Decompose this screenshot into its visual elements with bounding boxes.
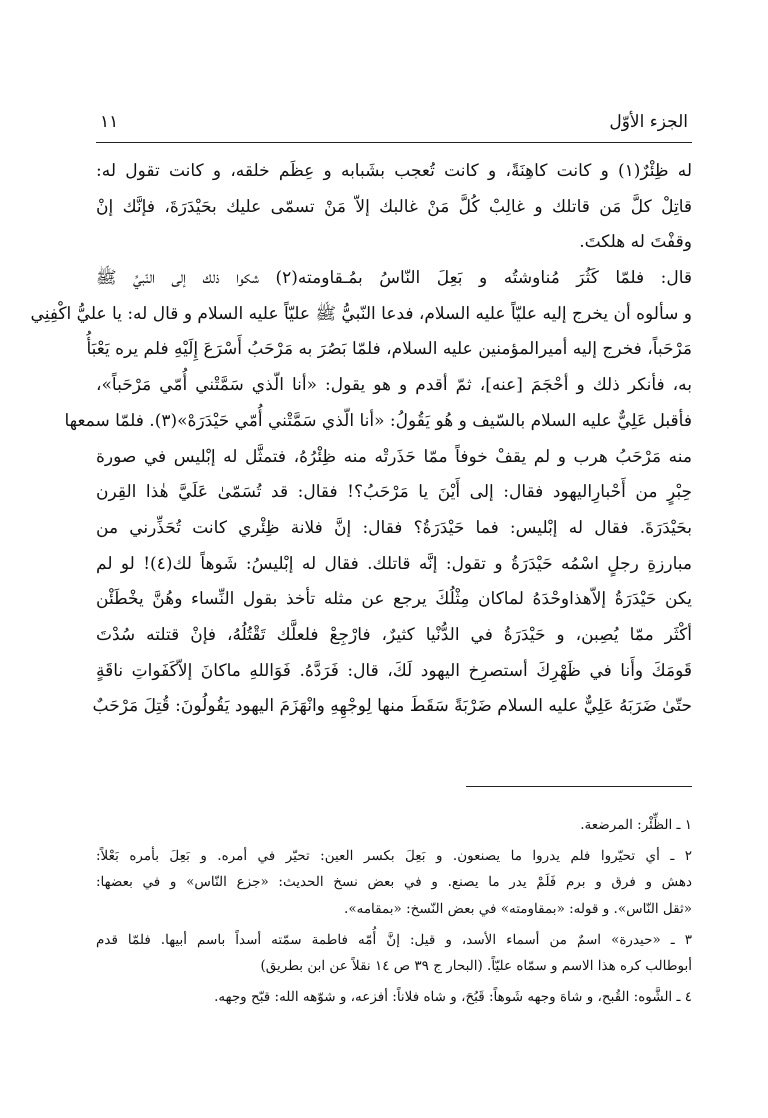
- text-line: قال: فلمّا كَثُرَ مُناوشتُه و بَعِلَ النّاسُ بمُـقاومته(٢) شكوا ذلك إلى النّبيِّ ﷺ: [96, 268, 693, 289]
- footnote: [96, 843, 692, 922]
- text-line: منه مَرْحَبُ هرب و لم يقفْ خوفاً ممّا حَذَرتْه منه ظِئْرُهُ، فتمثَّل له إبْليس في صورة: [96, 446, 692, 467]
- footnote: [96, 984, 692, 1010]
- text-line: حِبْرٍ من أَحْبارِاليهود فقال: إلى أَيْنَ يا مَرْحَبُ؟! فقال: قد تُسَمّىٰ عَلَيَّ هٰذا القِرن: [96, 482, 692, 503]
- text-line: يكن حَيْدَرَةُ إلاّهذاوحْدَهُ لماكان مِثْلُكَ يرجع عن مثله تأخذ بقول النِّساء وهُنَّ يخْطَئْن: [96, 589, 692, 610]
- footnotes: [96, 812, 692, 1010]
- text-line: فأقبل عَلِيٌّ عليه السلام بالسّيف و هُو يَقُولُ: «أنا الّذي سَمَّتْني أُمّي حَيْدَرَهْ»(٣). فلمّا سمعها: [64, 410, 692, 431]
- text-line: قَومَكَ وأَنا في ظَهْرِكَ أستصرِخ اليهود لَكَ، قال: فَرَدَّهُ. فَوَاللهِ ماكانَ إلاّكَفَواتِ ناقَةٍ: [96, 660, 692, 681]
- text-line: له ظِئْرٌ(١) و كانت كاهِنَةً، و كانت تُعجب بشَبابه و عِظَم خلقه، و كانت تقول له:: [96, 161, 692, 181]
- text-line: مَرْحَباً، فخرج إليه أميرالمؤمنين عليه السلام، فلمّا بَصُرَ به مَرْحَبُ أَسْرَعَ إِلَيْهِ فلم يره يَعْبَأُ: [86, 339, 692, 360]
- footnote-line: ١ ـ الظِّئْر: المرضعة.: [580, 817, 692, 833]
- footnote-line: ٣ ـ «حيدرة» اسمٌ من أسماء الأسد، و قيل: إنَّ أُمّه فاطمة سمّته أسداً باسم أبيها. فلمّا قدم: [96, 931, 692, 948]
- text-line: و سألوه أن يخرج إليه عليّاً عليه السلام، فدعا النّبيُّ ﷺ عليّاً عليه السلام و قال له: يا عليُّ اكْفِنِي: [30, 303, 692, 324]
- text-line: قاتِلْ كلَّ مَن قاتلك و غالِبْ كُلَّ مَنْ غالبك إلاّ مَنْ تسمّى عليك بحَيْدَرَةَ، فإنَّك إنْ: [96, 196, 692, 217]
- text-line: أكْثَر ممّا يُصِبن، و حَيْدَرَةُ في الدُّنْيا كثيرٌ، فارْجِعْ فلعلَّك تَقْتُلُهُ، فإنْ قتلته سُدْتَ: [96, 624, 692, 645]
- footnote-line: ٢ ـ أي تحيّروا فلم يدروا ما يصنعون. و بَعِلَ بكسر العين: تحيّر في أمره. و بَعِلَ بأمره بَعْلاً:: [96, 848, 692, 865]
- page-header: [100, 112, 688, 138]
- footnote-line: ٤ ـ الشَّوه: القُبح، و شاهَ وجهه شَوهاً: قَبُحَ، و شاه فلاناً: أفزعه، و شوّهه الله: قبّح وجهه.: [214, 989, 692, 1006]
- text-line: مبارزةِ رجلٍ اسْمُه حَيْدَرَةُ و تقول: إنَّه قاتلك. فقال له إبْليسُ: شَوهاً لك(٤)! لو لم: [96, 553, 693, 574]
- running-title: الجزء الأوّل: [609, 112, 688, 132]
- text-line: وقفْتَ له هلكتَ.: [579, 232, 692, 253]
- footnote-line: دهش و فرق و برم فَلَمْ يدر ما يصنع. و في بعض نسخ الحديث: «جزع النّاس» و في بعضها:: [96, 874, 692, 891]
- footnote: [96, 927, 692, 979]
- text-line: حتّىٰ ضَرَبَهُ عَلِيٌّ عليه السلام ضَرْبَةً سَقَطَ منها لِوجْهِهِ وانْهَزَمَ اليهود يَقُولُونَ: قُتِلَ مَرْحَبٌ: [92, 696, 692, 717]
- text-line: بحَيْدَرَةَ. فقال له إبْليس: فما حَيْدَرَةُ؟ فقال: إنَّ فلانة ظِئْري كانت تُحَذِّرني من: [96, 517, 692, 538]
- header-rule: [96, 142, 692, 143]
- footnote: [96, 812, 692, 838]
- footnote-line: أبوطالب كره هذا الاسم و سمّاه عليّاً. (البحار ج ٣٩ ص ١٤ نقلاً عن ابن بطريق): [260, 957, 692, 974]
- page-number: ١١: [100, 112, 119, 132]
- footnote-separator: [466, 786, 692, 787]
- text-line: به، فأنكر ذلك و أحْجَمَ [عنه]، ثمّ أقدم و هو يقول: «أنا الّذي سَمَّتْني أُمّي مَرْحَباً»،: [96, 375, 692, 396]
- footnote-line: «ثقل النّاس». و قوله: «بمقاومته» في بعض النّسخ: «بمقامه».: [344, 900, 692, 917]
- main-text: [30, 154, 693, 725]
